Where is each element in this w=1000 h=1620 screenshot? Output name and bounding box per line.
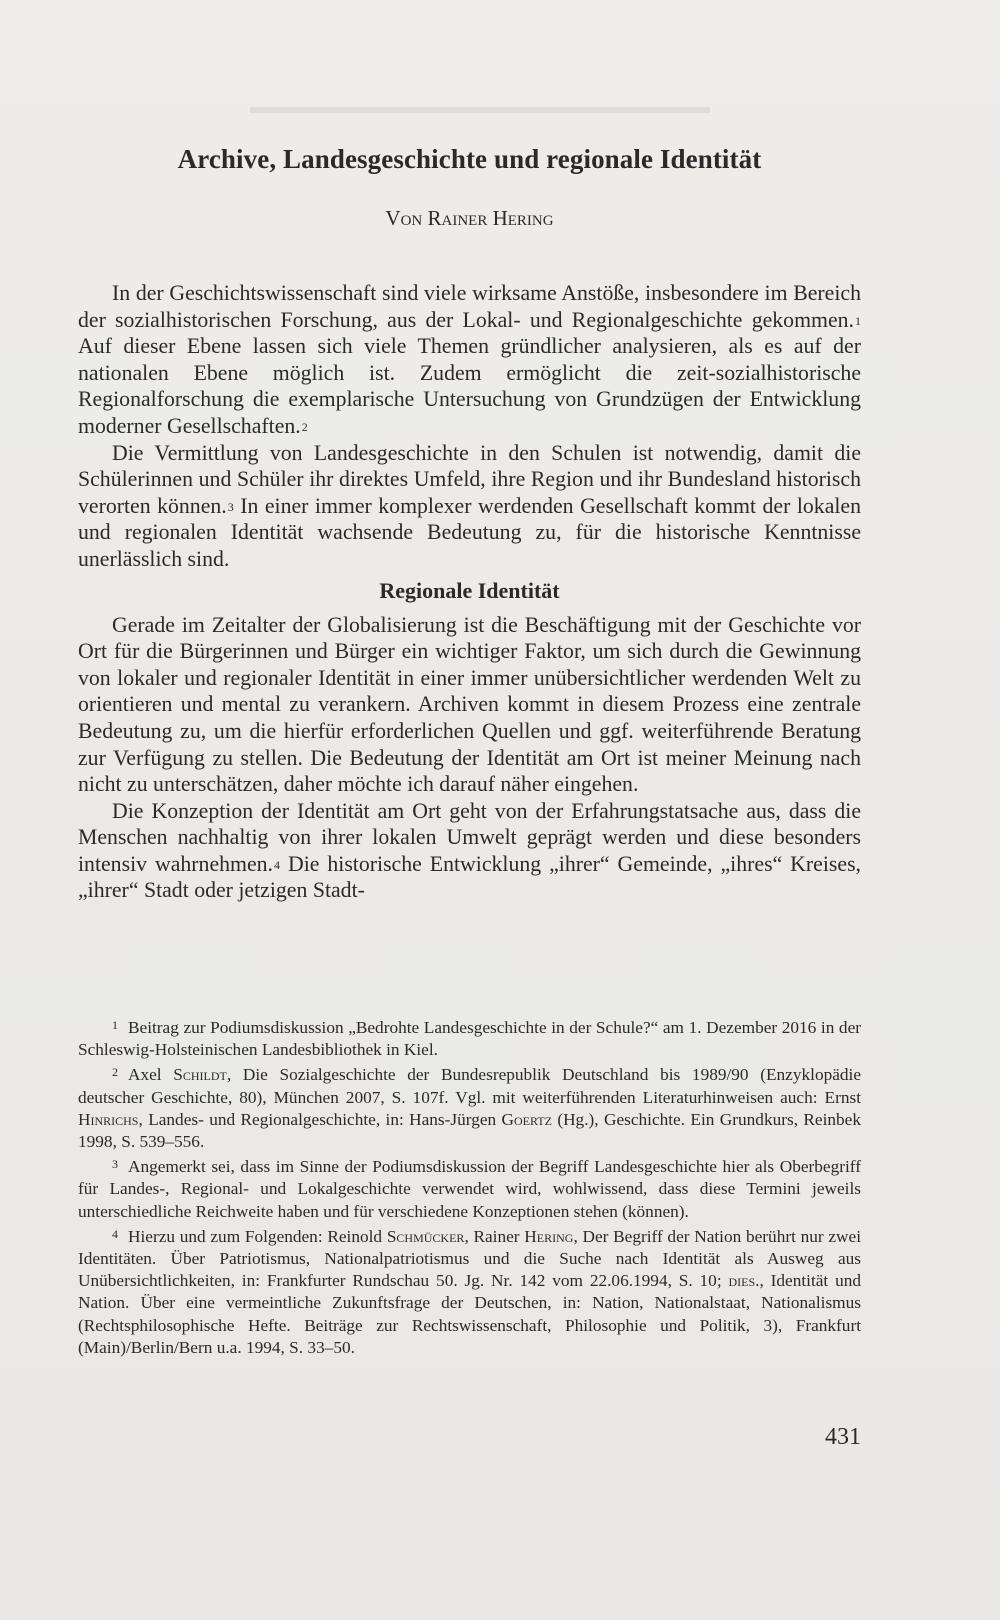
- footnote-text: , Die Sozialgeschichte der Bundesrepublik Deutschland bis 1989/90 (Enzyklopädie deutscher Geschichte, 80), München 2007, S. 107f. Vgl. mit weiterführenden Literaturhinweisen auch: Ernst: [78, 1065, 862, 1107]
- footnote: [78, 1223, 861, 1359]
- paragraph-text: Gerade im Zeitalter der Globalisierung ist die Beschäftigung mit der Geschichte vor Ort für die Bürgerinnen und Bürger ein wichtiger Faktor, um sich durch die Gewinnung von lokaler und regionaler Identität in einer immer unübersichtlicher werdenden Welt zu orientieren und mental zu verankern. Archiven kommt in diesem Prozess eine zentrale Bedeutung zu, um die hierfür erforderlichen Quellen und ggf. weiterführende Beratung zur Verfügung zu stellen. Die Bedeutung der Identität am Ort ist meiner Meinung nach nicht zu unterschätzen, daher möchte ich darauf näher eingehen.: [78, 612, 861, 797]
- paragraph-text: Auf dieser Ebene lassen sich viele Themen gründlicher analysieren, als es auf der nationalen Ebene möglich ist. Zudem ermöglicht die zeit-sozialhistorische Regionalforschung die exemplarische Untersuchung von Grundzügen der Entwicklung moderner Gesellschaften.: [78, 334, 861, 438]
- author-surname: Goertz: [501, 1109, 552, 1129]
- footnote-ref[interactable]: 2: [301, 419, 308, 434]
- paragraph: [78, 280, 861, 440]
- footnote-number: 4: [112, 1226, 118, 1241]
- paragraph-text: In der Geschichtswissenschaft sind viele wirksame Anstöße, insbesondere im Bereich der sozialhistorischen Forschung, aus der Lokal- und Regionalgeschichte gekommen.: [78, 281, 861, 332]
- author-name: Rainer Hering: [427, 206, 554, 230]
- paragraph: [78, 798, 861, 904]
- paragraph-text: Die Vermittlung von Landesgeschichte in den Schulen ist notwendig, damit die Schülerinnen und Schüler ihr direktes Umfeld, ihre Region und ihr Bundesland historisch verorten können.: [78, 440, 861, 518]
- footnote: [78, 1061, 861, 1153]
- author-surname: Schmücker: [386, 1226, 465, 1246]
- author-surname: dies.: [728, 1271, 760, 1291]
- footnote-text: (Hg.), Geschichte. Ein Grundkurs, Reinbek 1998, S. 539–556.: [78, 1109, 861, 1152]
- author-surname: Schildt: [173, 1065, 227, 1085]
- footnote: [78, 1153, 861, 1223]
- footnote-ref[interactable]: 1: [855, 313, 861, 328]
- footnote: [78, 1014, 861, 1061]
- footnote-ref[interactable]: 4: [274, 857, 280, 872]
- article-body: [78, 280, 861, 904]
- page-number: 431: [825, 1424, 861, 1450]
- author-prefix: Von: [385, 206, 423, 230]
- author-surname: Hinrichs: [78, 1109, 139, 1129]
- footnote-text: Angemerkt sei, dass im Sinne der Podiumsdiskussion der Begriff Landesgeschichte hier als Oberbegriff für Landes-, Regional- und Lokalgeschichte verwendet wird, wohlwissend, dass diese Termini jeweils unterschiedliche Reichweite haben und für verschiedene Konzeptionen stehen (können).: [78, 1157, 861, 1221]
- paragraph: [78, 612, 861, 798]
- footnote-text: , Der Begriff der Nation berührt nur zwei Identitäten. Über Patriotismus, Nationalpatriotismus und die Suche nach Identität als Ausweg aus Unübersichtlichkeiten, in: Frankfurter Rundschau 50. Jg. Nr. 142 vom 22.06.1994, S. 10;: [78, 1226, 861, 1291]
- footnote-text: , Landes- und Regionalgeschichte, in: Hans-Jürgen: [138, 1109, 502, 1129]
- section-heading: Regionale Identität: [379, 577, 560, 603]
- footnotes: [78, 1014, 861, 1359]
- paragraph: [78, 440, 861, 573]
- footnote-number: 2: [112, 1065, 118, 1080]
- author-line: [78, 206, 861, 231]
- footnote-text: , Identität und Nation. Über eine vermeintliche Zukunftsfrage der Deutschen, in: Nation, Nationalstaat, Nationalismus (Rechtsphilosophische Hefte. Beiträge zur Rechtswissenschaft, Philosophie und Politik, 3), Frankfurt (Main)/Berlin/Bern u.a. 1994, S. 33–50.: [78, 1271, 861, 1357]
- footnote-number: 3: [112, 1157, 118, 1172]
- show-through-running-head: ▬▬▬▬▬▬▬▬▬▬▬▬▬▬▬▬▬▬▬▬▬▬▬: [250, 96, 710, 118]
- paragraph-text: Die Konzeption der Identität am Ort geht von der Erfahrungstatsache aus, dass die Menschen nachhaltig von ihrer lokalen Umwelt geprägt werden und diese besonders intensiv wahrnehmen.: [78, 798, 861, 876]
- footnote-number: 1: [112, 1018, 118, 1032]
- paragraph-text: Die historische Entwicklung „ihrer“ Gemeinde, „ihres“ Kreises, „ihrer“ Stadt oder jetzigen Stadt-: [78, 851, 861, 903]
- footnote-text: Hierzu und zum Folgenden: Reinold: [128, 1226, 387, 1246]
- footnote-text: , Rainer: [464, 1226, 525, 1246]
- author-surname: Hering: [524, 1226, 574, 1246]
- footnote-text: Beitrag zur Podiumsdiskussion „Bedrohte Landesgeschichte in der Schule?“ am 1. Dezember 2016 in der Schleswig-Holsteinischen Landesbibliothek in Kiel.: [78, 1018, 861, 1060]
- footnote-ref[interactable]: 3: [227, 499, 234, 514]
- footnote-text: Axel: [128, 1065, 174, 1085]
- article-title: Archive, Landesgeschichte und regionale Identität: [177, 144, 762, 174]
- paragraph-text: In einer immer komplexer werdenden Gesellschaft kommt der lokalen und regionalen Identität wachsende Bedeutung zu, für die historische Kenntnisse unerlässlich sind.: [78, 493, 861, 571]
